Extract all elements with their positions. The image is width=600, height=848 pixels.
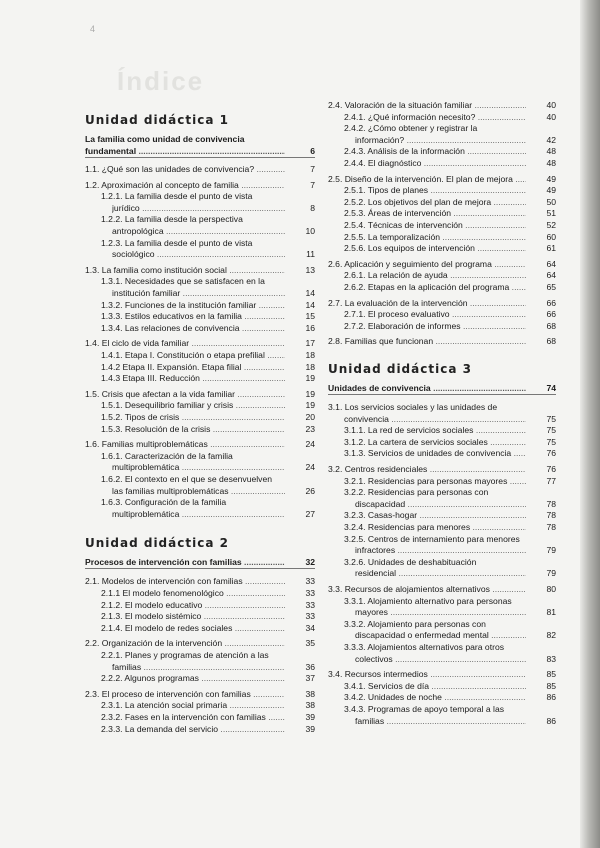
toc-entry [85, 649, 315, 661]
toc-entry [328, 207, 556, 219]
toc-page-number: 48 [546, 146, 556, 157]
toc-entry [85, 575, 315, 587]
toc-entry-text: 3.4.2. Unidades de noche ..... [344, 691, 526, 703]
toc-page-number: 85 [546, 680, 556, 691]
toc-entry-text: residencial ..... [355, 567, 526, 579]
toc-entry-text: 2.6.1. La relación de ayuda ..... [344, 269, 526, 281]
toc-entry [85, 163, 315, 175]
toc-entry [328, 122, 556, 134]
toc-page-number: 42 [546, 134, 556, 145]
toc-page-number: 77 [546, 475, 556, 486]
toc-page-number: 76 [546, 448, 556, 459]
toc-entry-text: 3.4.3. Programas de apoyo temporal a las [344, 704, 505, 714]
toc-entry-text: colectivos ..... [355, 653, 526, 665]
toc-entry-text: 2.8. Familias que funcionan ..... [328, 335, 526, 347]
toc-entry [85, 699, 315, 711]
toc-entry-text: 3.3. Recursos de alojamientos alternativos ..... [328, 583, 526, 595]
toc-page-number: 68 [546, 320, 556, 331]
toc-entry [85, 202, 315, 214]
toc-entry [328, 424, 556, 436]
toc-entry-text: sociológico ..... [112, 248, 285, 260]
toc-entry [85, 237, 315, 249]
toc-entry-text: 3.3.1. Alojamiento alternativo para personas [344, 595, 512, 606]
toc-page-number: 83 [546, 653, 556, 664]
toc-entry-text: 3.2.3. Casas-hogar ..... [344, 509, 526, 521]
toc-page-number: 13 [305, 264, 315, 275]
toc-entry [85, 310, 315, 322]
toc-entry-text: 3.2. Centros residenciales ..... [328, 463, 526, 475]
toc-entry-text: 3.2.2. Residencias para personas con [344, 487, 489, 498]
toc-entry [328, 308, 556, 320]
toc-entry-text: 2.4.1. ¿Qué información necesito? ..... [344, 111, 526, 123]
toc-entry-text: 3.1. Los servicios sociales y las unidades de [328, 402, 498, 412]
toc-entry-text: 1.2.3. La familia desde el punto de vista [101, 237, 253, 248]
toc-entry-text: 2.5.5. La temporalización ..... [344, 231, 526, 243]
toc-entry [328, 715, 556, 727]
toc-entry-text: 2.3.3. La demanda del servicio ..... [101, 723, 285, 735]
toc-entry [85, 179, 315, 191]
toc-entry-text: mayores ..... [355, 606, 526, 618]
toc-entry-text: 1.4.1. Etapa I. Constitución o etapa prefilial ..... [101, 349, 285, 361]
toc-entry [328, 567, 556, 579]
toc-entry [328, 653, 556, 665]
toc-entry-text: familias ..... [355, 715, 526, 727]
toc-page-number: 86 [546, 715, 556, 726]
toc-entry-text: 3.2.5. Centros de internamiento para menores [344, 533, 520, 544]
toc-entry-text: 2.5.6. Los equipos de intervención ..... [344, 242, 526, 254]
toc-page-number: 60 [546, 231, 556, 242]
toc-entry [85, 264, 315, 276]
toc-entry [85, 361, 315, 373]
toc-page-number: 66 [546, 309, 556, 320]
toc-page-number: 33 [305, 599, 315, 610]
toc-entry-text: 1.3.3. Estilos educativos en la familia ..... [101, 310, 285, 322]
toc-entry-text: 2.1.1 El modelo fenomenológico ..... [101, 587, 285, 599]
toc-entry-text: 3.2.4. Residencias para menores ..... [344, 521, 526, 533]
toc-entry [85, 388, 315, 400]
toc-page-number: 26 [305, 485, 315, 496]
toc-entry-text: 2.4. Valoración de la situación familiar ..... [328, 99, 526, 111]
toc-entry-text: las familias multiproblemáticas ..... [112, 485, 285, 497]
toc-page-number: 11 [306, 249, 315, 260]
toc-page-number: 39 [305, 723, 315, 734]
toc-page-number: 23 [305, 423, 315, 434]
toc-entry-text: 2.6.2. Etapas en la aplicación del programa ..... [344, 281, 526, 293]
toc-entry-text: 2.2.1. Planes y programas de atención a las [101, 650, 269, 660]
unit-rule [85, 157, 315, 158]
unit-subtitle [85, 133, 315, 145]
unit-heading: Unidad didáctica 2 [85, 536, 229, 551]
toc-entry [85, 473, 315, 485]
toc-entry [85, 485, 315, 497]
toc-entry [328, 335, 556, 347]
toc-entry-text: 2.7.2. Elaboración de informes ..... [344, 320, 526, 332]
unit-rule [85, 568, 315, 569]
page-number: 4 [90, 24, 96, 34]
toc-entry-text: 3.1.1. La red de servicios sociales ..... [344, 424, 526, 436]
toc-entry-text: 2.7.1. El proceso evaluativo ..... [344, 308, 526, 320]
toc-entry-text: 1.3.2. Funciones de la institución familiar ..... [101, 299, 285, 311]
toc-entry-text: 1.1. ¿Qué son las unidades de convivencia? ..... [85, 163, 285, 175]
toc-entry [85, 688, 315, 700]
toc-page-number: 33 [305, 588, 315, 598]
toc-page-number: 24 [305, 462, 315, 473]
toc-entry [85, 622, 315, 634]
toc-entry [85, 275, 315, 287]
toc-page-number: 75 [546, 436, 556, 447]
toc-entry [85, 337, 315, 349]
toc-entry-text: 2.2. Organización de la intervención ..... [85, 637, 285, 649]
toc-entry [328, 184, 556, 196]
toc-page-number: 34 [305, 622, 315, 633]
toc-entry-text: Procesos de intervención con familias ..... [85, 556, 285, 568]
toc-entry-text: 3.2.1. Residencias para personas mayores ..... [344, 475, 526, 487]
toc-entry [85, 508, 315, 520]
toc-page-number: 10 [305, 226, 315, 236]
toc-entry [328, 680, 556, 692]
unit-heading: Unidad didáctica 3 [328, 362, 472, 376]
toc-entry [328, 219, 556, 231]
toc-entry [85, 599, 315, 611]
toc-entry-text: 1.2. Aproximación al concepto de familia ..... [85, 179, 285, 191]
toc-entry-text: 1.5.3. Resolución de la crisis ..... [101, 423, 285, 435]
toc-page-number: 65 [546, 282, 556, 292]
toc-entry-text: 2.3. El proceso de intervención con familias ..... [85, 688, 285, 700]
toc-page-number: 20 [305, 412, 315, 422]
toc-entry-text: 2.1.3. El modelo sistémico ..... [101, 610, 285, 622]
toc-entry [328, 595, 556, 607]
toc-entry-text: jurídico ..... [112, 202, 285, 214]
toc-entry [328, 521, 556, 533]
toc-entry-text: discapacidad o enfermedad mental ..... [355, 629, 526, 641]
toc-entry [85, 225, 315, 237]
toc-entry [85, 287, 315, 299]
toc-page-number: 51 [546, 208, 556, 219]
toc-entry [328, 668, 556, 680]
toc-page-number: 35 [305, 638, 315, 649]
toc-page-number: 36 [305, 661, 315, 672]
toc-entry [328, 486, 556, 498]
toc-entry-text: 1.3.4. Las relaciones de convivencia ..... [101, 322, 285, 334]
unit-heading: Unidad didáctica 1 [85, 113, 229, 127]
toc-entry [85, 496, 315, 508]
toc-entry-text: 1.6.2. El contexto en el que se desenvuelven [101, 474, 273, 484]
toc-entry [328, 173, 556, 185]
toc-entry [328, 556, 556, 568]
toc-entry [328, 447, 556, 459]
toc-page-number: 7 [310, 164, 315, 174]
toc-page-number: 14 [305, 299, 315, 310]
toc-page-number: 38 [305, 700, 315, 711]
toc-entry-text: 2.2.2. Algunos programas ..... [101, 672, 285, 684]
toc-page-number: 24 [305, 439, 315, 450]
toc-entry [328, 498, 556, 510]
toc-page-number: 76 [546, 464, 556, 474]
toc-entry [328, 258, 556, 270]
toc-entry-text: institución familiar ..... [112, 287, 285, 299]
toc-page-number: 80 [546, 584, 556, 594]
toc-entry [85, 213, 315, 225]
page-edge-shadow [580, 0, 600, 848]
toc-page-number: 38 [305, 688, 315, 699]
toc-entry [85, 711, 315, 723]
toc-entry-text: multiproblemática ..... [112, 461, 285, 473]
toc-entry-text: 2.5. Diseño de la intervención. El plan de mejora ..... [328, 173, 526, 185]
toc-entry [85, 423, 315, 435]
toc-page-number: 50 [546, 196, 556, 207]
toc-entry [328, 196, 556, 208]
toc-entry-text: discapacidad ..... [355, 498, 526, 510]
toc-entry-text: información? ..... [355, 134, 526, 146]
toc-entry-text: 1.2.1. La familia desde el punto de vista [101, 191, 253, 202]
toc-entry [328, 618, 556, 630]
toc-page-number: 18 [305, 350, 315, 360]
toc-entry [328, 641, 556, 653]
toc-entry [328, 436, 556, 448]
toc-page-number: 19 [305, 388, 315, 399]
toc-page-number: 74 [546, 383, 556, 393]
toc-entry-text: 1.6.3. Configuración de la familia [101, 497, 227, 508]
toc-entry-text: multiproblemática ..... [112, 508, 285, 520]
toc-entry-text: 2.4.2. ¿Cómo obtener y registrar la [344, 123, 478, 134]
toc-entry-text: 1.2.2. La familia desde la perspectiva [101, 214, 243, 225]
toc-page-number: 75 [546, 425, 556, 436]
unit-subtitle [85, 145, 315, 157]
toc-page-number: 78 [546, 498, 556, 509]
toc-page-number: 64 [546, 270, 556, 281]
toc-entry [328, 134, 556, 146]
toc-entry-text: 2.6. Aplicación y seguimiento del programa ..... [328, 258, 526, 270]
toc-entry [85, 399, 315, 411]
toc-entry [328, 691, 556, 703]
toc-entry [328, 606, 556, 618]
toc-entry [85, 672, 315, 684]
toc-entry [328, 297, 556, 309]
toc-page-number: 85 [546, 669, 556, 680]
toc-page-number: 52 [546, 220, 556, 230]
toc-entry [85, 637, 315, 649]
toc-page-number: 49 [546, 173, 556, 184]
toc-entry-text: 1.5.1. Desequilibrio familiar y crisis ..... [101, 399, 285, 411]
toc-entry-text: 2.5.2. Los objetivos del plan de mejora ..... [344, 196, 526, 208]
toc-page-number: 33 [305, 611, 315, 622]
unit-rule [328, 394, 556, 395]
toc-page-number: 39 [305, 712, 315, 722]
toc-entry [328, 242, 556, 254]
toc-page-number: 19 [305, 373, 315, 384]
toc-page-number: 78 [546, 522, 556, 532]
unit-subtitle [85, 556, 315, 568]
toc-entry-text: La familia como unidad de convivencia [85, 134, 245, 144]
toc-entry-text: Unidades de convivencia ..... [328, 382, 526, 394]
toc-entry-text: 1.3. La familia como institución social ..... [85, 264, 285, 276]
toc-entry [328, 533, 556, 545]
toc-entry-text: 1.6.1. Caracterización de la familia [101, 450, 233, 461]
toc-entry-text: 1.4.3 Etapa III. Reducción ..... [101, 372, 285, 384]
toc-entry-text: 2.1.2. El modelo educativo ..... [101, 599, 285, 611]
toc-entry [328, 544, 556, 556]
toc-entry [328, 111, 556, 123]
toc-entry-text: 3.1.3. Servicios de unidades de convivencia ..... [344, 447, 526, 459]
toc-entry-text: 3.2.6. Unidades de deshabituación [344, 556, 477, 567]
toc-entry-text: 2.5.4. Técnicas de intervención ..... [344, 219, 526, 231]
toc-entry-text: 1.3.1. Necesidades que se satisfacen en la [101, 276, 265, 287]
toc-entry-text: 3.3.3. Alojamientos alternativos para otros [344, 642, 505, 652]
toc-page-number: 8 [310, 202, 315, 213]
toc-page-number: 82 [546, 630, 556, 641]
toc-page-number: 81 [546, 607, 556, 618]
toc-entry [85, 411, 315, 423]
toc-entry [85, 349, 315, 361]
toc-page-number: 19 [305, 400, 315, 411]
toc-entry-text: 2.5.1. Tipos de planes ..... [344, 184, 526, 196]
toc-page-number: 32 [305, 557, 315, 568]
unit-subtitle [328, 382, 556, 394]
toc-entry-text: 2.3.2. Fases en la intervención con familias ..... [101, 711, 285, 723]
toc-entry-text: 1.4. El ciclo de vida familiar ..... [85, 337, 285, 349]
toc-entry [85, 248, 315, 260]
toc-page-number: 40 [546, 111, 556, 122]
toc-entry [328, 401, 556, 413]
toc-page-number: 68 [546, 336, 556, 347]
toc-entry [328, 703, 556, 715]
toc-entry-text: infractores ..... [355, 544, 526, 556]
toc-entry-text: 3.4. Recursos intermedios ..... [328, 668, 526, 680]
toc-entry [328, 413, 556, 425]
toc-entry [85, 322, 315, 334]
toc-page-number: 27 [305, 508, 315, 519]
toc-page-number: 49 [546, 185, 556, 196]
toc-entry [328, 281, 556, 293]
toc-page-number: 15 [305, 311, 315, 322]
toc-page-number: 14 [305, 288, 315, 298]
toc-page-number: 48 [546, 158, 556, 168]
toc-entry-text: 1.5. Crisis que afectan a la vida familiar ..... [85, 388, 285, 400]
toc-page-number: 66 [546, 297, 556, 308]
toc-entry [85, 610, 315, 622]
toc-page-number: 17 [305, 338, 315, 349]
toc-page-number: 78 [546, 510, 556, 521]
toc-entry [328, 583, 556, 595]
page-title: Índice [117, 66, 205, 96]
toc-entry [85, 438, 315, 450]
toc-entry [85, 587, 315, 599]
toc-entry [85, 372, 315, 384]
toc-entry [328, 99, 556, 111]
toc-page-number: 75 [546, 413, 556, 424]
toc-page-number: 7 [310, 179, 315, 190]
toc-entry [328, 463, 556, 475]
toc-entry-text: familias ..... [112, 661, 285, 673]
toc-entry-text: 2.7. La evaluación de la intervención ..... [328, 297, 526, 309]
toc-page-number: 61 [546, 243, 556, 254]
toc-entry-text: 1.6. Familias multiproblemáticas ..... [85, 438, 285, 450]
toc-entry-text: 2.1.4. El modelo de redes sociales ..... [101, 622, 285, 634]
toc-entry [328, 269, 556, 281]
toc-entry [328, 157, 556, 169]
toc-entry-text: fundamental ..... [85, 145, 285, 157]
toc-page-number: 18 [305, 361, 315, 372]
toc-entry [328, 509, 556, 521]
toc-entry [328, 475, 556, 487]
toc-entry [328, 145, 556, 157]
toc-entry [85, 450, 315, 462]
toc-page-number: 79 [546, 568, 556, 579]
toc-entry-text: 3.4.1. Servicios de día ..... [344, 680, 526, 692]
toc-entry-text: 2.1. Modelos de intervención con familias ..... [85, 575, 285, 587]
toc-page-number: 40 [546, 100, 556, 110]
toc-entry [328, 629, 556, 641]
toc-entry-text: 2.4.4. El diagnóstico ..... [344, 157, 526, 169]
toc-page-number: 16 [305, 322, 315, 333]
toc-entry [85, 723, 315, 735]
toc-page-number: 37 [305, 673, 315, 684]
toc-page-number: 64 [546, 258, 556, 269]
toc-entry-text: 1.4.2 Etapa II. Expansión. Etapa filial ..... [101, 361, 285, 373]
toc-entry-text: 2.3.1. La atención social primaria ..... [101, 699, 285, 711]
toc-entry-text: 1.5.2. Tipos de crisis ..... [101, 411, 285, 423]
toc-page-number: 6 [310, 146, 315, 156]
toc-entry-text: 2.5.3. Áreas de intervención ..... [344, 207, 526, 219]
toc-entry-text: 2.4.3. Análisis de la información ..... [344, 145, 526, 157]
toc-entry [85, 661, 315, 673]
toc-entry [85, 190, 315, 202]
toc-entry-text: 3.3.2. Alojamiento para personas con [344, 618, 486, 629]
toc-page-number: 79 [546, 545, 556, 556]
toc-entry [328, 320, 556, 332]
toc-entry-text: convivencia ..... [344, 413, 526, 425]
toc-entry [328, 231, 556, 243]
toc-entry [85, 299, 315, 311]
toc-entry-text: 3.1.2. La cartera de servicios sociales ..... [344, 436, 526, 448]
toc-page-number: 33 [305, 576, 315, 587]
toc-page-number: 86 [546, 692, 556, 703]
toc-entry [85, 461, 315, 473]
toc-entry-text: antropológica ..... [112, 225, 285, 237]
